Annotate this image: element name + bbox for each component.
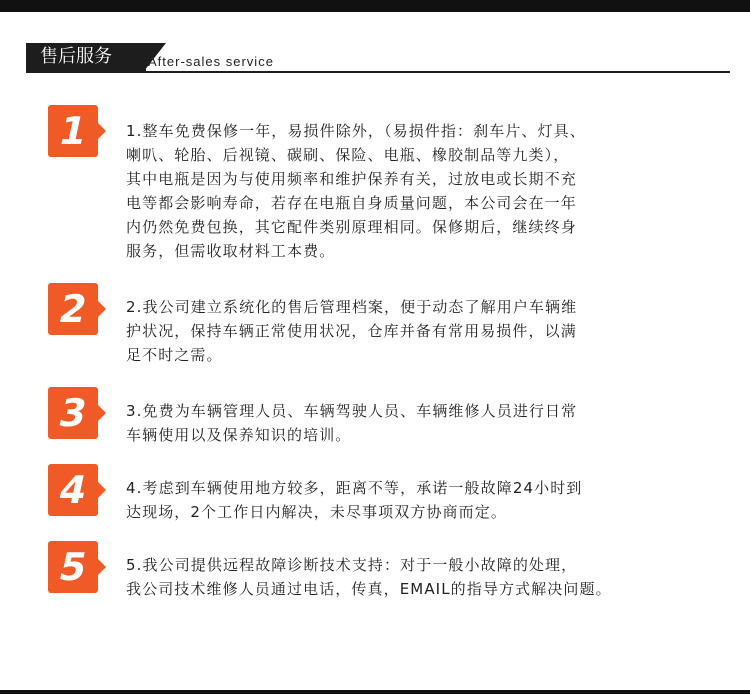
text-line: 5.我公司提供远程故障诊断技术支持：对于一般小故障的处理， bbox=[126, 556, 578, 574]
number-badge bbox=[48, 105, 98, 157]
text-line: 其中电瓶是因为与使用频率和维护保养有关，过放电或长期不充 bbox=[126, 170, 577, 188]
badge-pointer bbox=[98, 559, 106, 575]
bottom-border bbox=[0, 690, 750, 694]
number-badge bbox=[48, 283, 98, 335]
number-badge bbox=[48, 387, 98, 439]
text-line: 足不时之需。 bbox=[126, 346, 223, 364]
item-text bbox=[126, 399, 726, 447]
text-line: 电等都会影响寿命，若存在电瓶自身质量问题，本公司会在一年 bbox=[126, 194, 577, 212]
text-line: 喇叭、轮胎、后视镜、碳刷、保险、电瓶、橡胶制品等九类）， bbox=[126, 146, 570, 164]
text-line: 护状况，保持车辆正常使用状况，仓库并备有常用易损件，以满 bbox=[126, 322, 577, 340]
badge-number: 2 bbox=[55, 287, 91, 331]
item-text bbox=[126, 119, 726, 263]
badge-number: 3 bbox=[55, 391, 91, 435]
text-line: 3.免费为车辆管理人员、车辆驾驶人员、车辆维修人员进行日常 bbox=[126, 402, 578, 420]
text-line: 服务，但需收取材料工本费。 bbox=[126, 242, 336, 260]
top-border bbox=[0, 0, 750, 12]
text-line: 我公司技术维修人员通过电话，传真，EMAIL的指导方式解决问题。 bbox=[126, 580, 612, 598]
item-text bbox=[126, 553, 726, 601]
text-line: 2.我公司建立系统化的售后管理档案，便于动态了解用户车辆维 bbox=[126, 298, 578, 316]
badge-pointer bbox=[98, 123, 106, 139]
text-line: 达现场，2个工作日内解决，未尽事项双方协商而定。 bbox=[126, 503, 507, 521]
text-line: 4.考虑到车辆使用地方较多，距离不等，承诺一般故障24小时到 bbox=[126, 479, 583, 497]
badge-pointer bbox=[98, 405, 106, 421]
number-badge bbox=[48, 541, 98, 593]
section-header bbox=[26, 43, 730, 77]
section-title: 售后服务 bbox=[26, 43, 146, 71]
badge-pointer bbox=[98, 301, 106, 317]
number-badge bbox=[48, 464, 98, 516]
section-subtitle: After-sales service bbox=[148, 54, 274, 69]
badge-number: 4 bbox=[55, 468, 91, 512]
header-divider bbox=[26, 71, 730, 73]
text-line: 1.整车免费保修一年，易损件除外，（易损件指：刹车片、灯具、 bbox=[126, 122, 586, 140]
text-line: 内仍然免费包换，其它配件类别原理相同。保修期后，继续终身 bbox=[126, 218, 577, 236]
badge-number: 5 bbox=[55, 545, 91, 589]
item-text bbox=[126, 476, 726, 524]
text-line: 车辆使用以及保养知识的培训。 bbox=[126, 426, 352, 444]
item-text bbox=[126, 295, 726, 367]
badge-pointer bbox=[98, 482, 106, 498]
badge-number: 1 bbox=[55, 109, 91, 153]
